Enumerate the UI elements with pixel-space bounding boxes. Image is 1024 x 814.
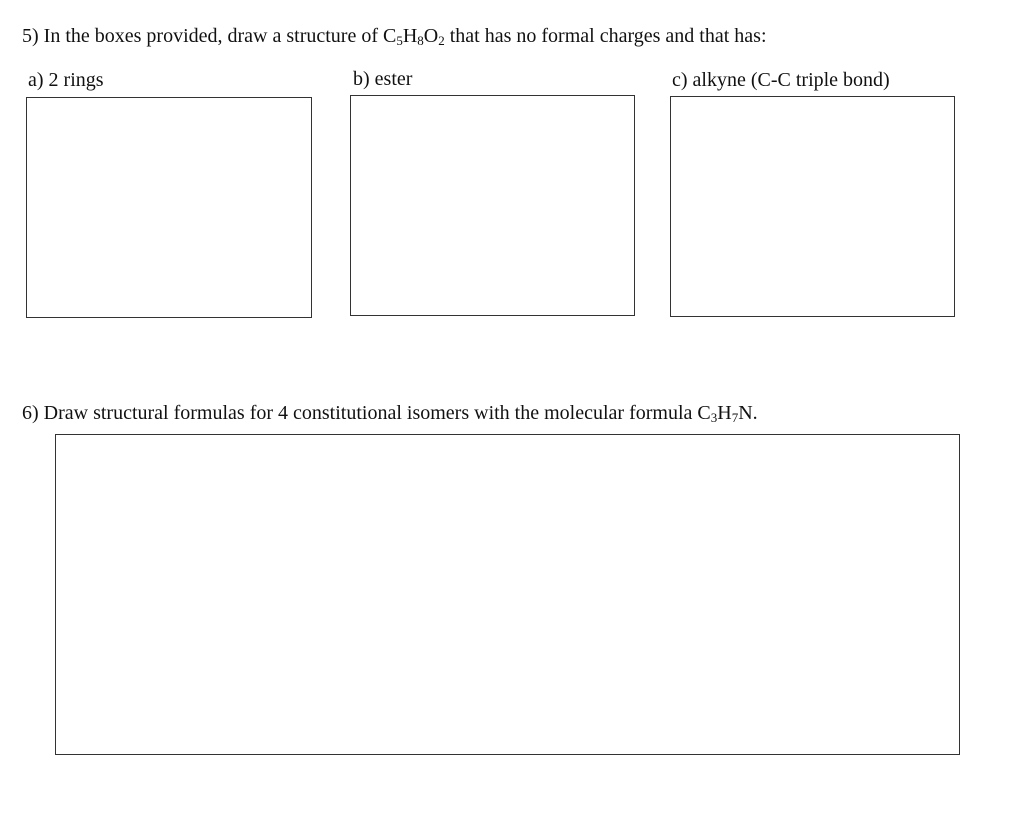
question-5-prompt: 5) In the boxes provided, draw a structure of $C_5H_8O_2$ that has no formal charges and that has: bbox=[22, 25, 767, 48]
part-a-label: a) 2 rings bbox=[28, 69, 104, 91]
question-6-prompt: 6) Draw structural formulas for 4 constitutional isomers with the molecular formula $C_3H_7N$. bbox=[22, 402, 758, 425]
answer-box-c[interactable] bbox=[670, 96, 955, 317]
part-c-label: c) alkyne (C-C triple bond) bbox=[672, 69, 890, 91]
answer-box-6[interactable] bbox=[55, 434, 960, 755]
part-b-label: b) ester bbox=[353, 68, 413, 90]
answer-box-b[interactable] bbox=[350, 95, 635, 316]
answer-box-a[interactable] bbox=[26, 97, 312, 318]
